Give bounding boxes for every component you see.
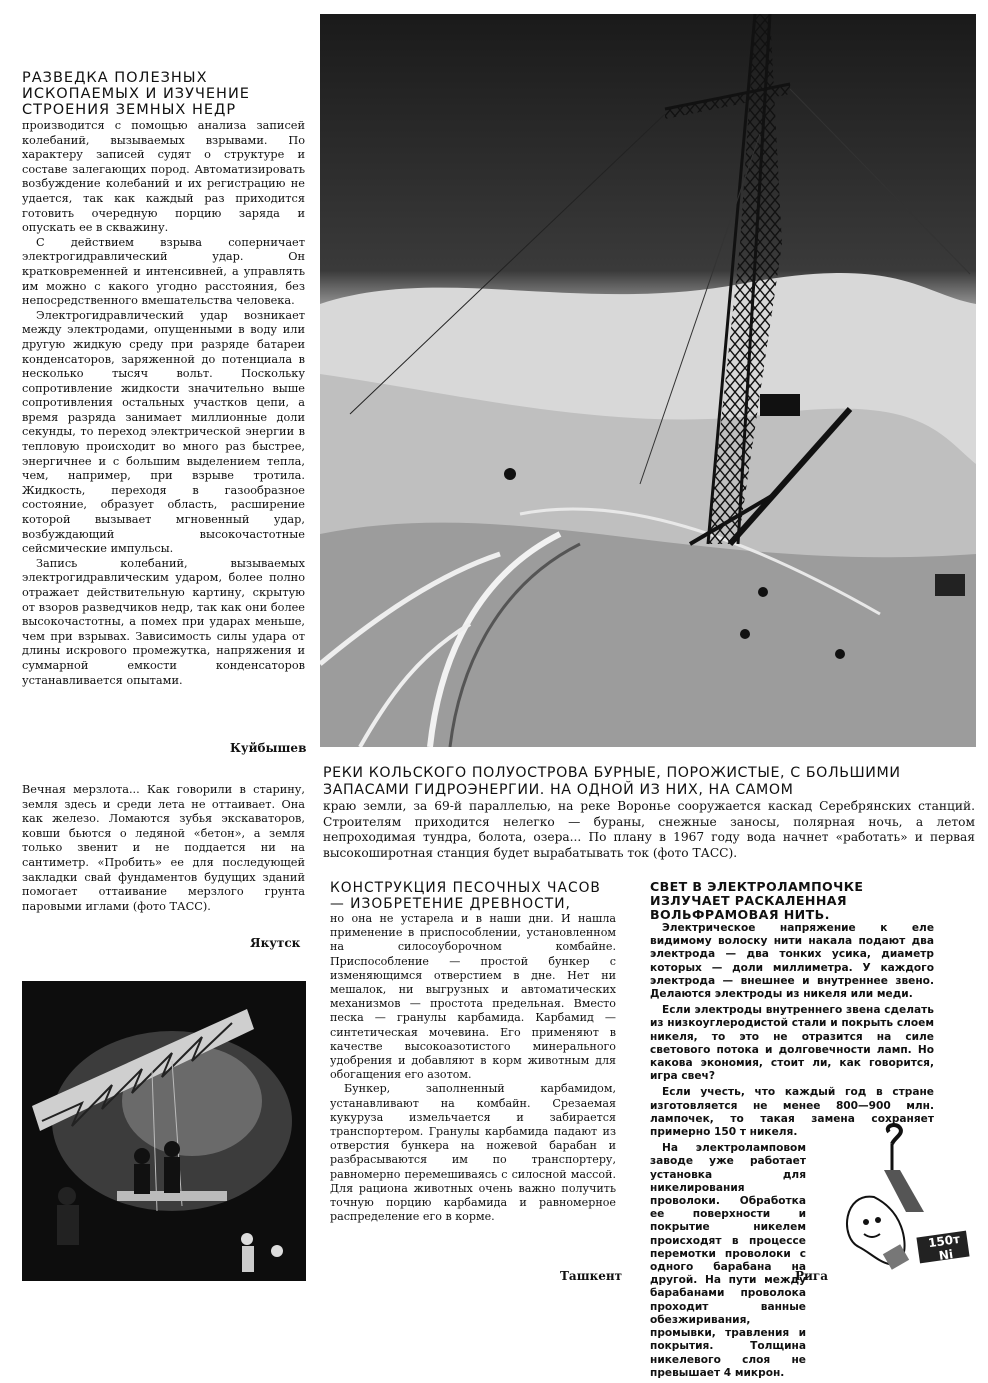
paragraph: краю земли, за 69-й параллелью, на реке Воронье сооружается каскад Серебрянских станций. Строителям приходится нелегко — бураны, снежные заносы, полярная ночь, а летом непроходимая тундра, болота, озера... По плану в 1967 году вода начнет «работать» и первая высокоширотная станция будет вырабатывать ток (фото ТАСС). bbox=[323, 799, 975, 860]
photo-steam-needles bbox=[22, 981, 306, 1281]
caption-kola-rivers-headline: РЕКИ КОЛЬСКОГО ПОЛУОСТРОВА БУРНЫЕ, ПОРОЖИСТЫЕ, С БОЛЬШИМИ ЗАПАСАМИ ГИДРОЭНЕРГИИ. НА ОДНОЙ ИЗ НИХ, НА САМОМ bbox=[323, 765, 901, 798]
paragraph: Электрическое напряжение к еле видимому волоску нити накала подают два электрода — два тонких усика, диаметр которых — доли миллиметра. У каждого электрода — внешнее и внутреннее звено. Делаются электроды из никеля или меди. bbox=[650, 922, 934, 1001]
bulb-illustration bbox=[834, 1122, 972, 1274]
paragraph: но она не устарела и в наши дни. И нашла применение в приспособлении, установленном на силосоуборочном комбайне. Приспособление — простой бункер с изменяющимся отверстием в дне. Нет ни мешалок, ни выгрузных и автоматических механизмов — простота предельная. Вместо песка — гранулы карбамида. Карбамид — синтетическая мочевина. Его применяют в качестве высокоазотистого минерального удобрения и добавляют в корм животным для обогащения его азотом. bbox=[330, 912, 616, 1082]
article-permafrost bbox=[22, 783, 305, 914]
paragraph: Электрогидравлический удар возникает между электродами, опущенными в воду или другую жидкую среду при разряде батареи конденсаторов, заряженной до потенциала в несколько тысяч вольт. Поскольку сопротивление жидкости значительно выше сопротивления остальных участков цепи, а время разряда занимает миллионные доли секунды, то переход электрической энергии в тепловую происходит во много раз быстрее, энергичнее и с большим выделением тепла, чем, например, при взрыве тротила. Жидкость, переходя в газообразное состояние, образует область, расширение которой вызывает мгновенный удар, возбуждающий высокочастотные сейсмические импульсы. bbox=[22, 308, 305, 556]
tower-illustration bbox=[320, 14, 976, 747]
caption-kola-rivers-text bbox=[323, 799, 975, 861]
article-permafrost-body bbox=[22, 783, 305, 914]
paragraph: Запись колебаний, вызываемых электрогидравлическим ударом, более полно отражает действительную картину, скрытую от взоров разведчиков недр, так как они более высокочастотны, а помех при ударах меньше, чем при взрывах. Зависимость силы удара от длины искрового промежутка, напряжения и суммарной емкости конденсаторов устанавливается опытами. bbox=[22, 556, 305, 687]
construction-illustration bbox=[22, 981, 306, 1281]
paragraph: Если электроды внутреннего звена сделать из низкоуглеродистой стали и покрыть слоем никеля, то это не отразится на силе светового потока и долговечности ламп. Но какова экономия, стоит ли, как говорится, игра свеч? bbox=[650, 1004, 934, 1083]
article-exploration bbox=[22, 70, 305, 688]
article-exploration-headline: РАЗВЕДКА ПОЛЕЗНЫХ ИСКОПАЕМЫХ И ИЗУЧЕНИЕ СТРОЕНИЯ ЗЕМНЫХ НЕДР bbox=[22, 70, 250, 118]
caption-kola-rivers bbox=[323, 765, 975, 861]
city-tashkent: Ташкент bbox=[560, 1269, 623, 1283]
paragraph: С действием взрыва соперничает электрогидравлический удар. Он кратковременней и интенсивней, а управлять им можно с какого угодно расстояния, без непосредственного вмешательства человека. bbox=[22, 235, 305, 308]
article-hourglass-headline: КОНСТРУКЦИЯ ПЕСОЧНЫХ ЧАСОВ — ИЗОБРЕТЕНИЕ ДРЕВНОСТИ, bbox=[330, 880, 601, 912]
article-hourglass bbox=[330, 880, 616, 1224]
city-kuibyshev: Куйбышев bbox=[230, 741, 307, 755]
paragraph: Бункер, заполненный карбамидом, устанавливают на комбайн. Срезаемая кукуруза измельчается и забирается транспортером. Гранулы карбамида падают из отверстия бункера на ножевой барабан и разбрасываются им по транспортеру, равномерно перемешиваясь с силосной массой. Для рациона животных очень важно получить точную порцию карбамида и равномерное распределение его в корме. bbox=[330, 1082, 616, 1224]
article-hourglass-body bbox=[330, 912, 616, 1224]
nickel-weight-tag: 150т Ni bbox=[927, 1231, 961, 1263]
paragraph: На электроламповом заводе уже работает установка для никелирования проволоки. Обработка ее поверхности и покрытие никелем происходят в процессе перемотки проволоки с одного барабана на другой. На пути между барабанами проволока проходит ванные обезжиривания, промывки, травления и покрытия. Толщина никелевого слоя не превышает 4 микрон. bbox=[650, 1142, 806, 1379]
paragraph: Вечная мерзлота... Как говорили в старину, земля здесь и среди лета не оттаивает. Она как железо. Ломаются зубья экскаваторов, ковши бьются о ледяной «бетон», а земля только звенит и не поддается ни на сантиметр. «Пробить» ее для последующей закладки свай фундаментов будущих зданий помогает оттаивание мерзлого грунта паровыми иглами (фото ТАСС). bbox=[22, 783, 305, 913]
paragraph: производится с помощью анализа записей колебаний, вызываемых взрывами. По характеру записей судят о структуре и составе залегающих пород. Автоматизировать возбуждение колебаний и их регистрацию не удается, так как каждый раз приходится готовить очередную порцию заряда и опускать ее в скважину. bbox=[22, 119, 305, 235]
paragraph: Если учесть, что каждый год в стране изготовляется не менее 800—900 млн. лампочек, то такая замена сохраняет примерно 150 т никеля. bbox=[650, 1086, 934, 1139]
photo-power-line-tower bbox=[320, 14, 976, 747]
article-exploration-body bbox=[22, 119, 305, 688]
city-riga: Рига bbox=[795, 1269, 829, 1283]
article-light-bulb-headline: СВЕТ В ЭЛЕКТРОЛАМПОЧКЕ ИЗЛУЧАЕТ РАСКАЛЕННАЯ ВОЛЬФРАМОВАЯ НИТЬ. bbox=[650, 879, 864, 922]
city-yakutsk: Якутск bbox=[250, 936, 301, 950]
